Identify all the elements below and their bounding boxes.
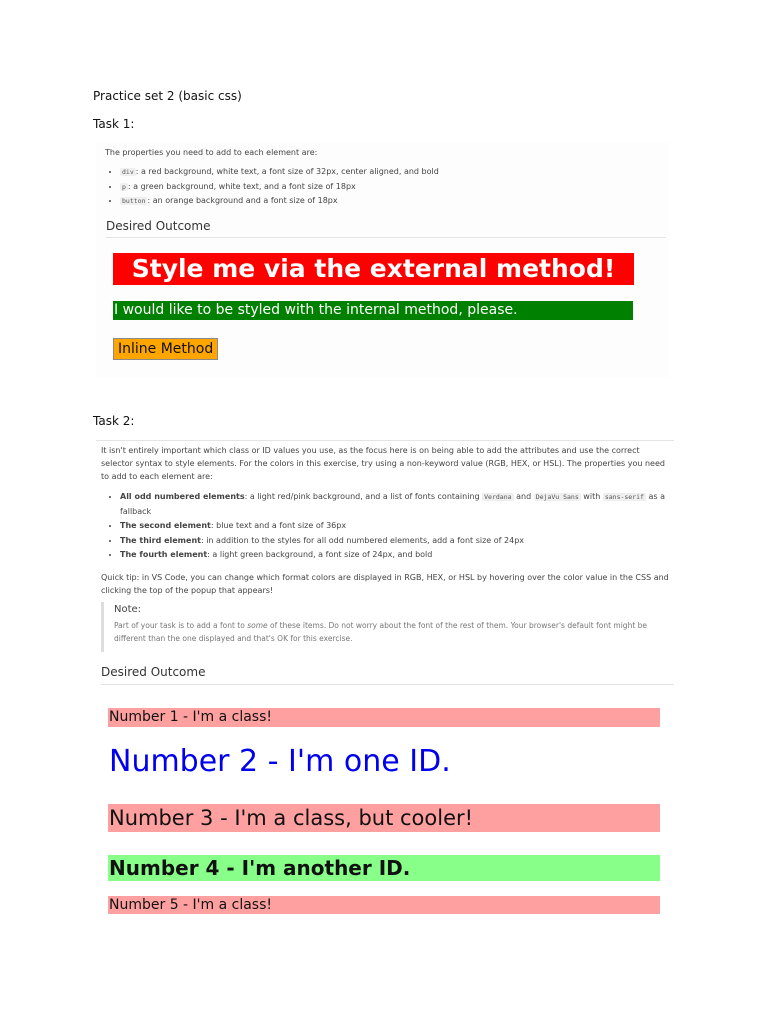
outcome-number-4: Number 4 - I'm another ID. xyxy=(108,855,660,881)
task2-intro: It isn't entirely important which class or ID values you use, as the focus here is on being able to add the attributes and use the correct selector syntax to style elements. For the colors in this exercise, try using a non-keyword value (RGB, HEX, or HSL). The properties you need to add to each element are: xyxy=(101,446,665,481)
bullet-text: : a red background, white text, a font size of 32px, center aligned, and bold xyxy=(135,167,439,176)
bullet-text: : in addition to the styles for all odd numbered elements, add a font size of 24px xyxy=(200,535,524,545)
bullet-text: and xyxy=(516,492,532,501)
note-text xyxy=(114,620,670,645)
task2-bullet-second xyxy=(120,519,684,534)
document-title: Practice set 2 (basic css) xyxy=(93,89,242,103)
bullet-bold: All odd numbered elements xyxy=(120,492,245,501)
bullet-bold: The third element xyxy=(120,535,201,545)
outcome-number-2: Number 2 - I'm one ID. xyxy=(109,744,451,779)
task1-heading: Task 1: xyxy=(93,117,135,131)
note-text-part: of these items. Do not worry about the font of the rest of them. Your browser's default font might be different than the one displayed and that's OK for this exercise. xyxy=(114,621,648,643)
task2-heading: Task 2: xyxy=(93,414,135,428)
task1-intro: The properties you need to add to each element are: xyxy=(105,148,318,157)
task2-desired-outcome-heading: Desired Outcome xyxy=(101,665,206,679)
bullet-text: with xyxy=(583,492,601,501)
outcome-number-5: Number 5 - I'm a class! xyxy=(108,896,660,914)
code-dejavu: DejaVu Sans xyxy=(535,493,579,501)
bullet-text: : blue text and a font size of 36px xyxy=(210,521,347,530)
bullet-text: : a light red/pink background, and a list of fonts containing xyxy=(244,492,480,501)
task1-bullet-p xyxy=(120,180,680,195)
outcome-number-3: Number 3 - I'm a class, but cooler! xyxy=(108,804,660,832)
outcome-div-red: Style me via the external method! xyxy=(113,253,634,285)
bullet-bold: The second element xyxy=(120,521,211,530)
outcome-number-1: Number 1 - I'm a class! xyxy=(108,708,660,727)
task2-bullet-list xyxy=(106,490,684,563)
note-title: Note: xyxy=(114,604,142,615)
note-box xyxy=(101,602,670,652)
task2-bullet-odd xyxy=(120,490,684,519)
code-button: button xyxy=(122,197,146,205)
note-text-emphasis: some xyxy=(247,621,268,630)
code-div: div xyxy=(122,168,134,176)
task1-screenshot-panel xyxy=(96,143,670,377)
task2-bullet-third xyxy=(120,534,684,549)
task1-bullet-div xyxy=(120,165,680,180)
bullet-text: : a green background, white text, and a font size of 18px xyxy=(127,181,356,191)
code-sans-serif: sans-serif xyxy=(604,493,644,501)
outcome-inline-button[interactable]: Inline Method xyxy=(113,338,218,360)
divider xyxy=(101,684,674,685)
quick-tip: Quick tip: in VS Code, you can change which format colors are displayed in RGB, HEX, or HSL by hovering over the color value in the CSS and clicking the top of the popup that appears! xyxy=(101,573,669,595)
code-verdana: Verdana xyxy=(484,493,512,501)
task1-bullet-button xyxy=(120,194,680,209)
divider xyxy=(106,237,666,238)
divider xyxy=(96,440,674,441)
bullet-bold: The fourth element xyxy=(120,550,208,559)
outcome-p-green: I would like to be styled with the internal method, please. xyxy=(113,301,633,320)
task1-bullet-list xyxy=(106,165,680,209)
code-p: p xyxy=(122,182,126,191)
bullet-text: as a fallback xyxy=(120,492,666,516)
task1-desired-outcome-heading: Desired Outcome xyxy=(106,219,211,233)
bullet-text: : a light green background, a font size of 24px, and bold xyxy=(207,550,433,559)
task2-bullet-fourth xyxy=(120,548,684,563)
bullet-text: : an orange background and a font size of 18px xyxy=(147,196,338,205)
note-text-part: Part of your task is to add a font to xyxy=(114,621,245,630)
